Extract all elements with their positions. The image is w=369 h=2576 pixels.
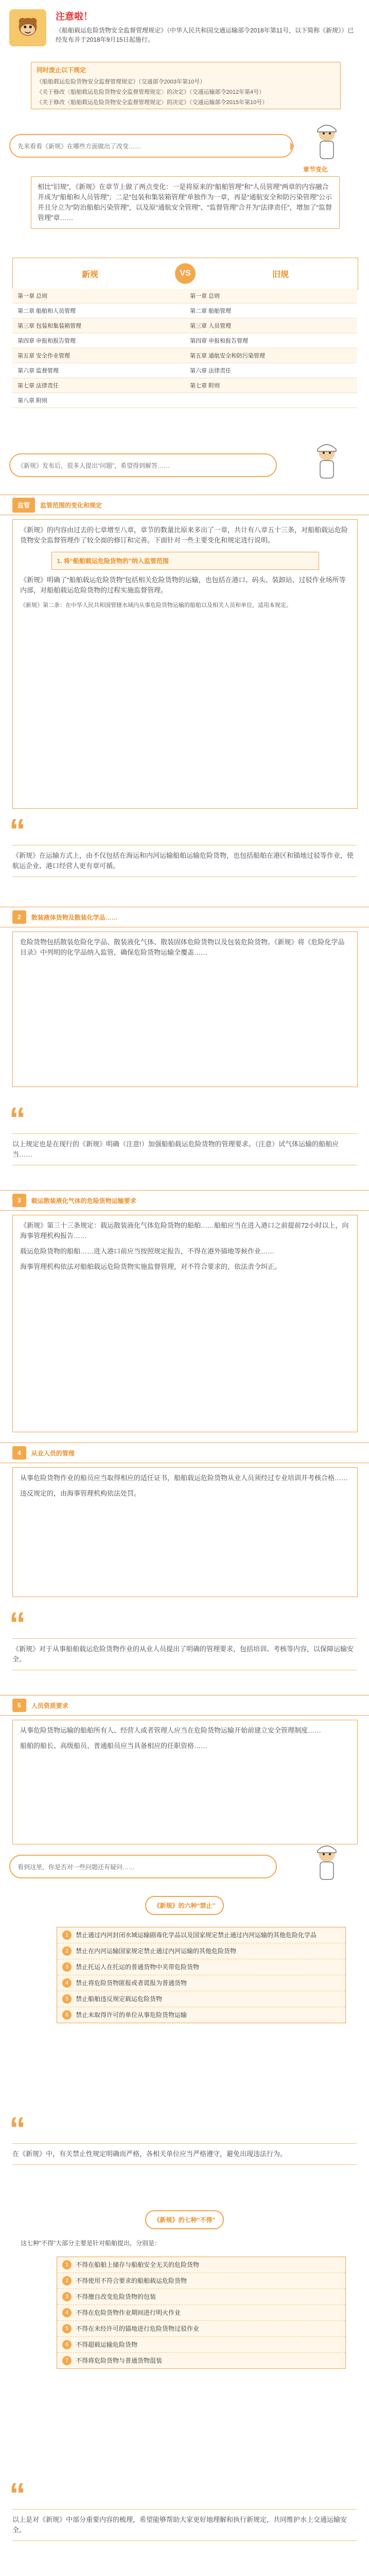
quote-block-5	[12, 2509, 357, 2541]
list-text: 禁止船舶违反规定载运危险货物	[76, 1995, 163, 2003]
compare-header	[12, 258, 358, 290]
table-row	[12, 303, 357, 318]
quote-mark-icon: “	[9, 1100, 26, 1138]
list-text: 不得将危险货物与普通货物混装	[76, 2357, 163, 2364]
quote-text: 《新规》对于从事船舶载运危险货物作业的从业人员提出了明确的管理要求，包括培训、考核等内容，以保障运输安全。	[12, 1645, 354, 1663]
list-text: 不得使用不符合要求的船舶载运危险货物	[76, 2277, 187, 2284]
table-cell: 第四章 申报和报告管理	[17, 338, 76, 344]
prohibit-pill-wrap	[0, 1896, 369, 1915]
section-titlebar-2	[0, 907, 369, 927]
speech-bubble-2	[9, 453, 277, 477]
table-cell: 第五章 通航安全和防污染管理	[190, 353, 266, 359]
repealed-item: 《船舶载运危险货物安全监督管理规定》（交通部令2003年第10号）	[37, 79, 206, 85]
table-cell: 第八章 附则	[17, 398, 48, 404]
section-title-4: 从业人员的管理	[31, 1449, 75, 1457]
repealed-item: 《关于修改〈船舶载运危险货物安全监督管理规定〉的决定》（交通运输部令2015年第10号）	[37, 99, 268, 106]
chapter-change-section	[0, 165, 369, 252]
section-paragraph: 《新规》第三十三条规定：载运散装液化气体危险货物的船舶……船舶应当在进入港口之前提前72小时以上，向海事管理机构报告……	[20, 1222, 349, 1240]
list-item	[57, 2320, 345, 2336]
section-titlebar	[0, 495, 369, 515]
section-title-5: 人员资质要求	[31, 1702, 68, 1709]
list-number: 2	[62, 1946, 72, 1956]
table-row	[12, 363, 357, 378]
section-paragraph: 载运危险货物的船舶……进入港口前应当按照规定报告，不得在港外锚地等候作业……	[20, 1247, 275, 1255]
captain-avatar	[309, 118, 345, 165]
list-text: 不得擅自改变危险货物的包装	[76, 2293, 156, 2300]
vs-icon: VS	[175, 263, 196, 284]
list-number: 2	[62, 2276, 72, 2285]
table-cell: 第三章 人员管理	[190, 323, 232, 329]
list-item	[57, 2007, 345, 2023]
list-item	[57, 2304, 345, 2320]
section-card-5	[12, 1720, 358, 1844]
repealed-title: 同时废止以下规定	[37, 66, 86, 74]
list-text: 不得超载运输危险货物	[76, 2341, 138, 2348]
bubble-text: 看到这里，你是否对一些问题还有疑问……	[17, 1863, 135, 1871]
list-number: 3	[62, 2292, 72, 2301]
table-row	[12, 348, 357, 363]
table-cell: 第七章 附则	[190, 383, 220, 389]
list-text: 禁止将危险货物匿报或者谎报为普通货物	[76, 1979, 187, 1987]
section-tag-3: 3	[12, 1194, 26, 1207]
section-paragraph: 《新规》的内容由过去的七章增至八章，章节的数量比原来多出了一章，共计有八章五十三条，对船舶载运危险货物安全监督管理作了较全面的修订和完善。下面针对一些主要变化和规定进行说明。	[20, 526, 348, 544]
section-titlebar-4	[0, 1443, 369, 1463]
list-number: 6	[62, 2010, 72, 2020]
section-paragraph: 从事危险货物作业的船员应当取得相应的适任证书，船舶载运危险货物从业人员须经过专业培训并考核合格……	[20, 1474, 348, 1482]
table-cell: 第一章 总则	[17, 293, 48, 299]
section-title-2: 散装液体货物及散装化学品……	[31, 913, 118, 921]
section-tag-2: 2	[12, 910, 26, 924]
bubble-text: 先来看看《新规》在哪些方面做出了改变……	[17, 142, 142, 150]
quote-mark-icon: “	[9, 2476, 26, 2513]
notallowed-pill: 《新规》的七种“不得”	[145, 2210, 223, 2229]
bubble-text: 《新规》发布后，很多人提出“问题”，希望得到解答……	[17, 462, 170, 469]
table-cell: 第六章 法律责任	[190, 368, 232, 374]
section-card-2	[12, 931, 358, 1087]
chapter-change-body: 相比“旧规”，《新规》在章节上做了两点变化：一是将原来的“船舶管理”和“人员管理”两章的内容融合并成为“船舶和人员管理”；二是“包装和集装箱管理”单独作为一章，再是“通航安全和防污染管理”公示并且分立为“防治船舶污染管理”，以及原“通航安全管理”、“监督管理”合并为“法律责任”，增加了“监督管理”章……	[38, 183, 332, 222]
list-number: 1	[62, 1930, 72, 1940]
table-cell: 第三章 包装和集装箱管理	[17, 323, 82, 329]
list-number: 4	[62, 1978, 72, 1988]
list-text: 不得在危险货物作业期间进行明火作业	[76, 2309, 181, 2316]
notallowed-list	[57, 2257, 346, 2369]
list-text: 禁止通过内河封闭水域运输剧毒化学品以及国家规定禁止通过内河运输的其他危险化学品	[76, 1931, 317, 1939]
list-item	[57, 2352, 345, 2368]
quote-text: 在《新规》中，有关禁止性规定明确而严格，各相关单位应当严格遵守，避免出现违法行为。	[12, 2150, 287, 2158]
section-paragraph: 从事危险货物运输的船舶所有人、经营人或者管理人应当在危险货物运输开始前建立安全管理制度……	[20, 1726, 322, 1734]
section-titlebar-3	[0, 1190, 369, 1211]
quote-block-4	[12, 2143, 357, 2165]
quote-text: 《新规》在运输方式上，由不仅包括在海运和内河运输船舶运输危险货物，也包括船舶在港区和锚地过驳等作业，使航运企业、港口经营人更有章可循。	[12, 852, 354, 870]
notice-text: 《船舶载运危险货物安全监督管理规定》（中华人民共和国交通运输部令2018年第11号，以下简称《新规》）已经发布并于2018年9月15日起施行。	[56, 27, 354, 43]
section-subheading: 1. 将“船舶载运危险货物的”纳入监管范围	[51, 552, 319, 570]
table-cell: 第四章 申报和报告管理	[190, 338, 249, 344]
table-row	[12, 289, 357, 303]
table-cell: 第二章 船舶和人员管理	[17, 308, 76, 314]
notallowed-intro: 这七种“不得”大部分主要是针对船舶提出，分别是：	[21, 2240, 161, 2247]
notallowed-pill-wrap	[0, 2210, 369, 2229]
section-paragraph: 《新规》明确了“船舶载运危险货物”包括相关危险货物的运输，也包括在港口、码头、装卸站、过驳作业场所等内部，对船舶载运危险货物的过程实施监督管理。	[20, 576, 346, 594]
section-title-3: 载运散装液化气体的危险货物运输要求	[31, 1197, 136, 1205]
list-item	[57, 2336, 345, 2352]
section-card	[12, 519, 358, 809]
captain-avatar-2	[309, 438, 345, 484]
header	[0, 0, 369, 62]
list-number: 6	[62, 2340, 72, 2349]
table-cell: 第六章 监督管理	[17, 368, 59, 374]
table-cell: 第一章 总则	[190, 293, 220, 299]
list-text: 禁止托运人在托运的普通货物中夹带危险货物	[76, 1963, 200, 1971]
section-tag-5: 5	[12, 1699, 26, 1712]
list-item	[57, 2289, 345, 2304]
chapter-compare-table	[12, 289, 357, 408]
chapter-change-title: 章节变化	[303, 166, 328, 173]
list-item	[57, 1943, 345, 1959]
quote-text: 以上规定也是在现行的《新规》明确（注意!）加强船舶载运危险货物的管理要求。（注意）试气体运输的船舶应当……	[12, 1140, 339, 1158]
list-number: 3	[62, 1962, 72, 1972]
notice	[56, 9, 359, 44]
prohibit-pill: 《新规》的六种“禁止”	[145, 1896, 223, 1915]
table-row	[12, 333, 357, 348]
section-note: 《新规》第二条：在中华人民共和国管辖水域内从事危险货物运输的船舶以及相关人员和单位，适用本规定。	[20, 602, 292, 608]
repealed-item: 《关于修改〈船舶载运危险货物安全监督管理规定〉的决定》（交通运输部令2012年第4号）	[37, 89, 265, 95]
quote-mark-icon: “	[9, 2110, 26, 2147]
list-item	[57, 1927, 345, 1943]
compare-left: 新规	[81, 270, 98, 279]
table-cell: 第五章 安全作业管理	[17, 353, 71, 359]
quote-mark-icon: “	[9, 1605, 26, 1642]
list-text: 禁止在内河运输国家规定禁止通过内河运输的其他危险货物	[76, 1947, 237, 1955]
quote-text: 以上是对《新规》中部分重要内容的梳理，希望能够帮助大家更好地理解和执行新规定，共同维护水上交通运输安全。	[12, 2516, 347, 2534]
list-item	[57, 2273, 345, 2289]
list-text: 不得在船舶上储存与船舶安全无关的危险货物	[76, 2261, 200, 2268]
speech-bubble	[9, 134, 293, 158]
repealed-regulations	[31, 62, 341, 109]
compare-right: 旧规	[272, 270, 289, 279]
table-row	[12, 378, 357, 393]
section-tag: 监管	[12, 498, 35, 513]
list-number: 7	[62, 2356, 72, 2365]
quote-mark-icon: “	[9, 812, 26, 849]
section-card-3	[12, 1215, 358, 1432]
list-number: 5	[62, 1994, 72, 2004]
list-number: 5	[62, 2324, 72, 2333]
section-paragraph: 危险货物包括散装危险化学品、散装液化气体、散装固体危险货物以及包装危险货物。《新规》将《危险化学品目录》中列明的化学品纳入监管，确保危险货物运输全覆盖……	[20, 938, 345, 956]
speech-bubble-3	[9, 1855, 277, 1878]
prohibit-list	[57, 1927, 346, 2023]
table-row	[12, 318, 357, 333]
list-number: 1	[62, 2260, 72, 2269]
list-text: 禁止未取得许可的单位从事危险货物运输	[76, 2011, 187, 2019]
list-item	[57, 1959, 345, 1975]
table-cell: 第七章 法律责任	[17, 383, 59, 389]
list-item	[57, 1991, 345, 2007]
list-item	[57, 2257, 345, 2273]
quote-block-3	[12, 1638, 357, 1670]
table-row	[12, 393, 357, 408]
quote-block	[12, 845, 357, 877]
section-paragraph: 船舶的船长、高级船员、普通船员应当具备相应的任职资格……	[20, 1742, 208, 1750]
notice-title: 注意啦！	[56, 11, 93, 22]
captain-avatar-3	[309, 1839, 345, 1886]
section-title: 监管范围的变化和规定	[40, 501, 102, 509]
quote-block-2	[12, 1133, 357, 1165]
table-cell: 第二章 船舶管理	[190, 308, 232, 314]
table-cell	[185, 393, 357, 408]
section-titlebar-5	[0, 1695, 369, 1716]
section-card-4	[12, 1467, 358, 1597]
section-paragraph: 违反规定的，由海事管理机构依法处罚。	[20, 1489, 141, 1497]
list-number: 4	[62, 2308, 72, 2317]
section-tag-4: 4	[12, 1446, 26, 1460]
list-text: 不得在未经许可的锚地进行危险货物过驳作业	[76, 2325, 200, 2332]
list-item	[57, 1975, 345, 1991]
section-paragraph: 海事管理机构依法对船舶载运危险货物实施监督管理，对不符合要求的，依法责令纠正。	[20, 1263, 282, 1270]
monkey-logo-icon	[9, 9, 46, 46]
